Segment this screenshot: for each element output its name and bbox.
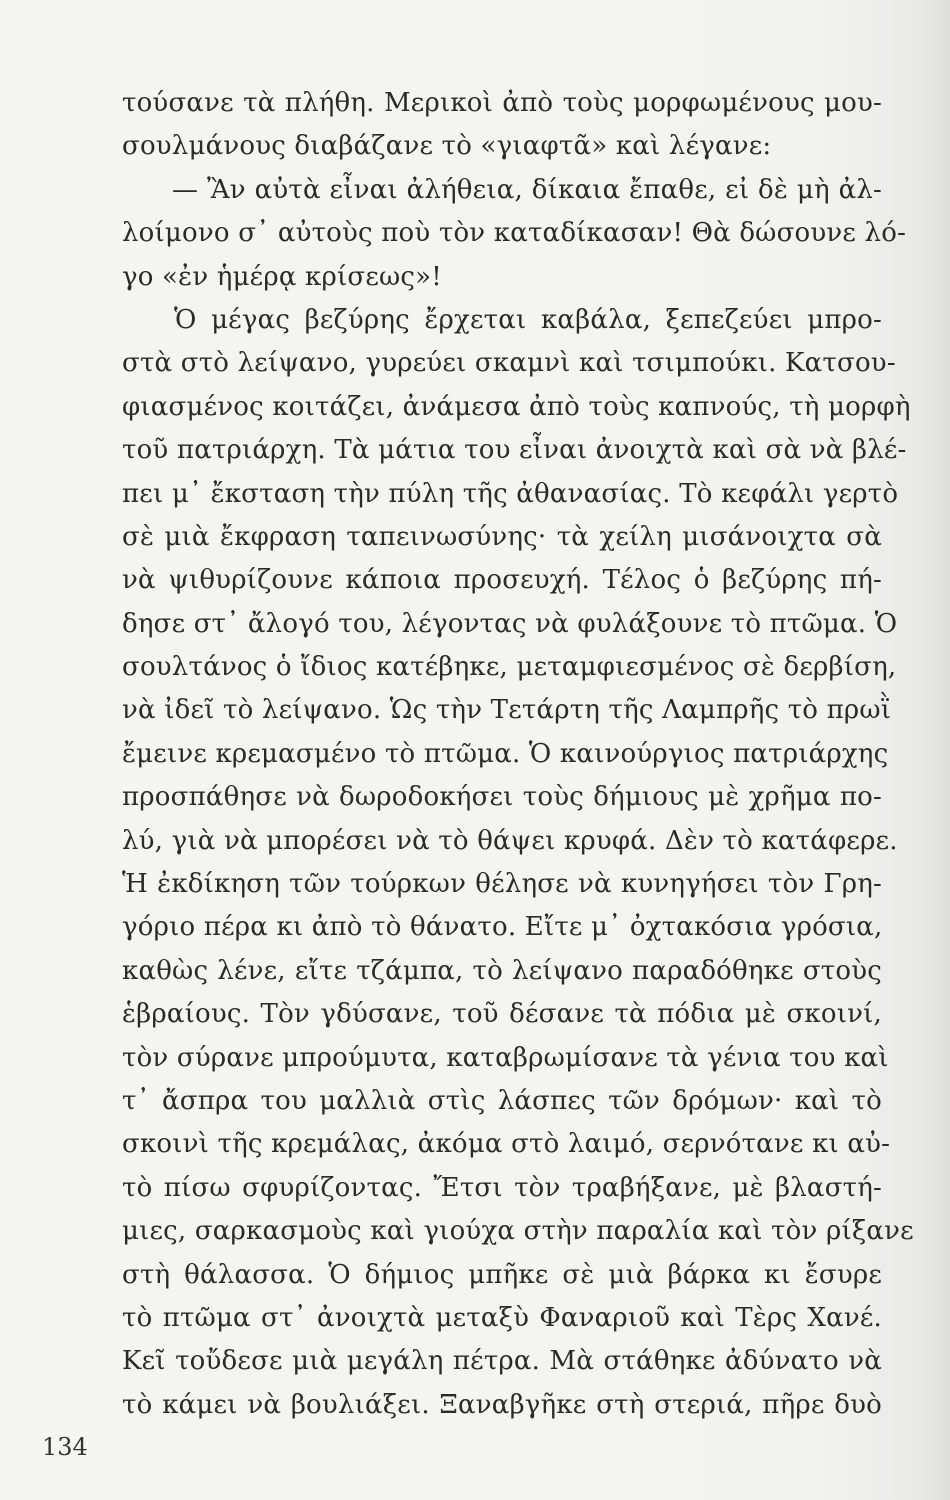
text-line: πει μ᾽ ἔκσταση τὴν πύλη τῆς ἀθανασίας. Τὸ κεφάλι γερτὸ — [122, 478, 899, 509]
text-line: στὰ στὸ λείψανο, γυρεύει σκαμνὶ καὶ τσιμπούκι. Κατσου- — [122, 348, 896, 379]
text-line: προσπάθησε νὰ δωροδοκήσει τοὺς δήμιους μὲ χρῆμα πο- — [122, 782, 882, 813]
text-line: τὸν σύρανε μπρούμυτα, καταβρωμίσανε τὰ γένια του καὶ — [122, 1042, 889, 1073]
text-line: τ᾽ ἄσπρα του μαλλιὰ στὶς λάσπες τῶν δρόμων· καὶ τὸ — [122, 1085, 882, 1116]
text-line: σκοινὶ τῆς κρεμάλας, ἀκόμα στὸ λαιμό, σερνότανε κι αὐ- — [122, 1129, 891, 1160]
text-line: δησε στ᾽ ἄλογό του, λέγοντας νὰ φυλάξουνε τὸ πτῶμα. Ὁ — [122, 608, 898, 639]
text-line: Κεῖ τοὔδεσε μιὰ μεγάλη πέτρα. Μὰ στάθηκε ἀδύνατο νὰ — [122, 1346, 882, 1377]
text-line: — Ἂν αὐτὰ εἶναι ἀλήθεια, δίκαια ἔπαθε, εἰ δὲ μὴ ἀλ- — [172, 174, 882, 205]
text-line: γο «ἐν ἡμέρᾳ κρίσεως»! — [122, 261, 442, 292]
text-line: Ὁ μέγας βεζύρης ἔρχεται καβάλα, ξεπεζεύει μπρο- — [174, 304, 882, 335]
text-line: ἑβραίους. Τὸν γδύσανε, τοῦ δέσανε τὰ πόδια μὲ σκοινί, — [122, 999, 882, 1030]
page-number: 134 — [42, 1433, 88, 1461]
text-line: καθὼς λένε, εἴτε τζάμπα, τὸ λείψανο παραδόθηκε στοὺς — [122, 955, 882, 986]
text-line: τὸ κάμει νὰ βουλιάξει. Ξαναβγῆκε στὴ στεριά, πῆρε δυὸ — [122, 1389, 882, 1420]
text-line: Ἡ ἐκδίκηση τῶν τούρκων θέλησε νὰ κυνηγήσει τὸν Γρη- — [122, 869, 882, 900]
text-line: μιες, σαρκασμοὺς καὶ γιούχα στὴν παραλία καὶ τὸν ρίξανε — [122, 1216, 914, 1247]
text-line: νὰ ψιθυρίζουνε κάποια προσευχή. Τέλος ὁ βεζύρης πή- — [122, 565, 882, 596]
text-line: ἔμεινε κρεμασμένο τὸ πτῶμα. Ὁ καινούργιος πατριάρχης — [122, 738, 889, 769]
text-line: τὸ πτῶμα στ᾽ ἀνοιχτὰ μεταξὺ Φαναριοῦ καὶ Τὲρς Χανέ. — [122, 1302, 882, 1333]
text-line: σουλτάνος ὁ ἴδιος κατέβηκε, μεταμφιεσμένος σὲ δερβίση, — [122, 652, 897, 683]
text-line: τούσανε τὰ πλήθη. Μερικοὶ ἀπὸ τοὺς μορφωμένους μου- — [122, 88, 882, 118]
text-line: τοῦ πατριάρχη. Τὰ μάτια του εἶναι ἀνοιχτὰ καὶ σὰ νὰ βλέ- — [122, 435, 907, 466]
text-line: τὸ πίσω σφυρίζοντας. Ἔτσι τὸν τραβήξανε, μὲ βλαστή- — [122, 1172, 882, 1203]
text-line: λύ, γιὰ νὰ μπορέσει νὰ τὸ θάψει κρυφά. Δὲν τὸ κατάφερε. — [122, 825, 898, 856]
body-text — [122, 82, 914, 1427]
text-line: γόριο πέρα κι ἀπὸ τὸ θάνατο. Εἴτε μ᾽ ὀχτακόσια γρόσια, — [122, 912, 883, 943]
text-line: στὴ θάλασσα. Ὁ δήμιος μπῆκε σὲ μιὰ βάρκα κι ἔσυρε — [122, 1259, 882, 1290]
text-line: λοίμονο σ᾽ αὐτοὺς ποὺ τὸν καταδίκασαν! Θὰ δώσουνε λό- — [122, 218, 907, 249]
text-line: φιασμένος κοιτάζει, ἀνάμεσα ἀπὸ τοὺς καπνούς, τὴ μορφὴ — [122, 391, 911, 422]
text-line: σὲ μιὰ ἔκφραση ταπεινωσύνης· τὰ χείλη μισάνοιχτα σὰ — [122, 521, 882, 552]
text-line: σουλμάνους διαβάζανε τὸ «γιαφτᾶ» καὶ λέγανε: — [122, 131, 772, 162]
text-line: νὰ ἰδεῖ τὸ λείψανο. Ὡς τὴν Τετάρτη τῆς Λαμπρῆς τὸ πρωῒ — [122, 695, 892, 726]
